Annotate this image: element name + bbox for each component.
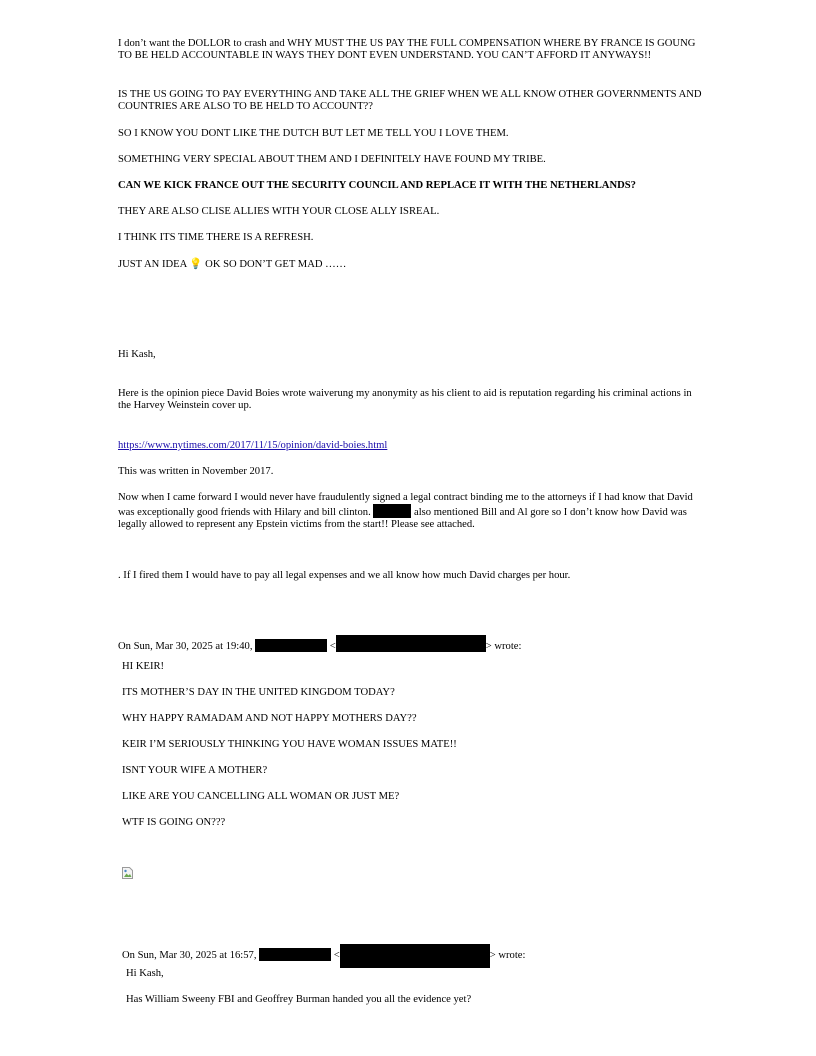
greeting-kash: Hi Kash, (118, 349, 156, 360)
redaction-box (373, 504, 411, 518)
quote2-header-date: On Sun, Mar 30, 2025 at 16:57, (122, 950, 260, 961)
quote1-line: HI KEIR! (122, 661, 165, 672)
paragraph-tribe: SOMETHING VERY SPECIAL ABOUT THEM AND I DEFINITELY HAVE FOUND MY TRIBE. (118, 154, 546, 165)
quote2-line: Has William Sweeny FBI and Geoffrey Burman handed you all the evidence yet? (126, 994, 472, 1005)
quote1-line: WHY HAPPY RAMADAM AND NOT HAPPY MOTHERS DAY?? (122, 713, 417, 724)
quote2-header-lt: < (331, 950, 340, 961)
paragraph-allies: THEY ARE ALSO CLISE ALLIES WITH YOUR CLOSE ALLY ISREAL. (118, 206, 440, 217)
paragraph-dutch: SO I KNOW YOU DONT LIKE THE DUTCH BUT LET ME TELL YOU I LOVE THEM. (118, 128, 509, 139)
quote1-line: WTF IS GOING ON??? (122, 817, 226, 828)
paragraph-idea (118, 258, 346, 271)
quote1-header (118, 635, 521, 653)
quote2-header-wrote: > wrote: (489, 950, 526, 961)
quote1-line: KEIR I’M SERIOUSLY THINKING YOU HAVE WOMAN ISSUES MATE!! (122, 739, 457, 750)
paragraph-us-pay-everything: IS THE US GOING TO PAY EVERYTHING AND TAKE ALL THE GRIEF WHEN WE ALL KNOW OTHER GOVERNMENTS AND COUNTRIES ARE ALSO TO BE HELD TO ACCOUNT?? (118, 89, 702, 113)
quote1-line: ISNT YOUR WIFE A MOTHER? (122, 765, 268, 776)
paragraph-written-date: This was written in November 2017. (118, 466, 274, 477)
paragraph-opinion-piece: Here is the opinion piece David Boies wrote waiverung my anonymity as his client to aid is reputation regarding his criminal actions in the Harvey Weinstein cover up. (118, 388, 692, 412)
paragraph-refresh: I THINK ITS TIME THERE IS A REFRESH. (118, 232, 314, 243)
broken-image-icon (122, 867, 133, 879)
paragraph-legal-contract (118, 492, 703, 532)
legal-contract-text-b: also mentioned Bill and Al gore so I don’t know how David was legally allowed to represent any Epstein victims from the start!! Please see attached. (118, 507, 687, 531)
idea-text-before: JUST AN IDEA (118, 259, 190, 270)
redaction-box (340, 944, 490, 968)
paragraph-dollar-compensation: I don’t want the DOLLOR to crash and WHY MUST THE US PAY THE FULL COMPENSATION WHERE BY FRANCE IS GOUNG TO BE HELD ACCOUNTABLE IN WAYS THEY DONT EVEN UNDERSTAND. YOU CAN’T AFFORD IT ANYWAYS!! (118, 38, 696, 62)
redaction-box (255, 639, 327, 652)
redaction-box (259, 948, 331, 961)
quote1-header-date: On Sun, Mar 30, 2025 at 19:40, (118, 641, 256, 652)
idea-text-after: OK SO DON’T GET MAD …… (202, 259, 347, 270)
quote1-header-wrote: > wrote: (485, 641, 522, 652)
quote1-header-lt: < (327, 641, 336, 652)
quote2-line: Hi Kash, (126, 968, 164, 979)
quote2-header (122, 944, 525, 968)
quote1-line: ITS MOTHER’S DAY IN THE UNITED KINGDOM TODAY? (122, 687, 395, 698)
legal-contract-text-a: Now when I came forward I would never have fraudulently signed a legal contract binding me to the attorneys if I had know that David was exceptionally good friends with Hilary and bill clinton. (118, 492, 693, 519)
quote1-line: LIKE ARE YOU CANCELLING ALL WOMAN OR JUST ME? (122, 791, 400, 802)
lightbulb-icon: 💡 (189, 258, 203, 270)
paragraph-security-council: CAN WE KICK FRANCE OUT THE SECURITY COUNCIL AND REPLACE IT WITH THE NETHERLANDS? (118, 180, 636, 191)
redaction-box (336, 635, 486, 652)
paragraph-legal-expenses: . If I fired them I would have to pay all legal expenses and we all know how much David charges per hour. (118, 570, 571, 581)
nytimes-link[interactable]: https://www.nytimes.com/2017/11/15/opinion/david-boies.html (118, 440, 388, 451)
